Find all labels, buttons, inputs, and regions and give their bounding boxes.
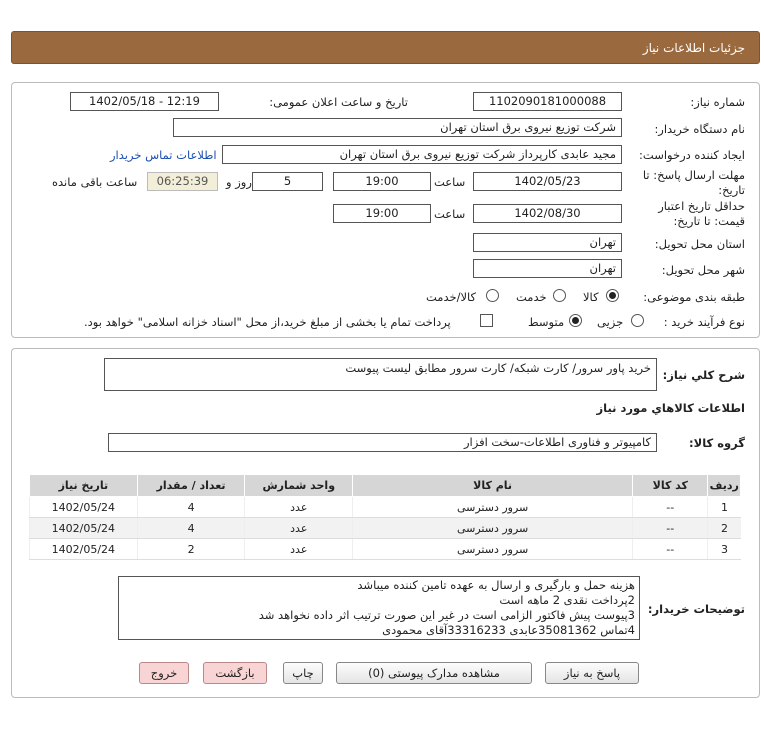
cell-name: سرور دسترسی (353, 518, 633, 539)
province-field: تهران (473, 233, 622, 252)
summary-field: خرید پاور سرور/ کارت شبکه/ کارت سرور مطابق لیست پیوست (104, 358, 657, 391)
deadline-date-field: 1402/05/23 (473, 172, 622, 191)
buyer-note-line: 4تماس 35081362عابدی 33316233آقای محمودی (382, 623, 635, 637)
table-row[interactable] (30, 518, 741, 539)
announce-label: تاریخ و ساعت اعلان عمومی: (269, 95, 408, 109)
table-row[interactable] (30, 497, 741, 518)
province-label: استان محل تحویل: (654, 237, 745, 251)
process-option-medium: متوسط (528, 315, 565, 329)
category-option-goods-service: کالا/خدمت (426, 290, 477, 304)
validity-time-label: ساعت (434, 207, 466, 221)
page-title-bar (11, 31, 760, 64)
process-radio-medium[interactable] (569, 314, 582, 327)
city-field: تهران (473, 259, 622, 278)
treasury-payment-checkbox[interactable] (480, 314, 493, 327)
treasury-payment-note: پرداخت تمام یا بخشی از مبلغ خرید،از محل "اسناد خزانه اسلامی" خواهد بود. (84, 315, 451, 329)
deadline-time-label: ساعت (434, 175, 466, 189)
view-attachments-button[interactable]: مشاهده مدارک پیوستی (0) (336, 662, 532, 684)
buyer-note-line: 2پرداخت نقدی 2 ماهه است (499, 593, 635, 607)
category-option-service: خدمت (516, 290, 547, 304)
process-radio-minor[interactable] (631, 314, 644, 327)
page-title: جزئیات اطلاعات نیاز (642, 41, 745, 55)
process-option-minor: جزیی (597, 315, 624, 329)
city-label: شهر محل تحویل: (661, 263, 745, 277)
goods-group-field: کامپیوتر و فناوری اطلاعات-سخت افزار (108, 433, 657, 452)
cell-date: 1402/05/24 (30, 539, 138, 560)
buyer-notes-label: توضیحات خریدار: (647, 602, 745, 616)
creator-field: مجید عابدی کارپرداز شرکت توزیع نیروی برق استان تهران (222, 145, 622, 164)
cell-row: 3 (708, 539, 741, 560)
buyer-contact-link[interactable]: اطلاعات تماس خریدار (110, 148, 217, 162)
validity-time-field: 19:00 (333, 204, 431, 223)
cell-date: 1402/05/24 (30, 518, 138, 539)
cell-unit: عدد (245, 518, 353, 539)
process-label: نوع فرآیند خرید : (663, 315, 745, 329)
announce-field: 1402/05/18 - 12:19 (70, 92, 219, 111)
cell-name: سرور دسترسی (353, 497, 633, 518)
goods-group-label: گروه کالا: (689, 436, 745, 450)
category-radio-goods[interactable] (606, 289, 619, 302)
validity-date-field: 1402/08/30 (473, 204, 622, 223)
buyer-notes-box (118, 576, 640, 640)
validity-label: حداقل تاریخ اعتبار قیمت: تا تاریخ: (658, 199, 745, 228)
table-row[interactable] (30, 539, 741, 560)
exit-button[interactable]: خروج (139, 662, 189, 684)
buyer-field: شرکت توزیع نیروی برق استان تهران (173, 118, 622, 137)
col-name: نام کالا (353, 475, 633, 497)
col-code: کد کالا (633, 475, 708, 497)
cell-qty: 4 (137, 518, 245, 539)
remaining-label: ساعت باقی مانده (52, 175, 138, 189)
buyer-label: نام دستگاه خریدار: (654, 122, 745, 136)
category-label: طبقه بندی موضوعی: (643, 290, 745, 304)
col-row: ردیف (708, 475, 741, 497)
goods-table-header (30, 475, 741, 497)
col-unit: واحد شمارش (245, 475, 353, 497)
creator-label: ایجاد کننده درخواست: (639, 148, 745, 162)
days-label: روز و (226, 175, 252, 189)
col-date: تاریخ نیاز (30, 475, 138, 497)
cell-qty: 4 (137, 497, 245, 518)
reply-button[interactable]: پاسخ به نیاز (545, 662, 639, 684)
remaining-time-field: 06:25:39 (147, 172, 218, 191)
need-number-field: 1102090181000088 (473, 92, 622, 111)
cell-code: -- (633, 518, 708, 539)
cell-name: سرور دسترسی (353, 539, 633, 560)
cell-date: 1402/05/24 (30, 497, 138, 518)
goods-table (29, 474, 741, 560)
cell-code: -- (633, 497, 708, 518)
deadline-time-field: 19:00 (333, 172, 431, 191)
cell-row: 1 (708, 497, 741, 518)
summary-label: شرح کلي نياز: (662, 368, 745, 382)
category-option-goods: کالا (583, 290, 599, 304)
col-qty: تعداد / مقدار (137, 475, 245, 497)
cell-row: 2 (708, 518, 741, 539)
buyer-note-line: 3پیوست پیش فاکتور الزامی است در غیر این صورت ترتیب اثر داده نخواهد شد (258, 608, 635, 622)
category-radio-goods-service[interactable] (486, 289, 499, 302)
need-number-label: شماره نیاز: (690, 95, 745, 109)
days-field: 5 (252, 172, 323, 191)
cell-code: -- (633, 539, 708, 560)
category-radio-service[interactable] (553, 289, 566, 302)
cell-unit: عدد (245, 497, 353, 518)
goods-info-title: اطلاعات کالاهاي مورد نياز (596, 401, 745, 415)
back-button[interactable]: بازگشت (203, 662, 267, 684)
cell-unit: عدد (245, 539, 353, 560)
deadline-label: مهلت ارسال پاسخ: تا تاریخ: (642, 168, 745, 197)
buyer-note-line: هزینه حمل و بارگیری و ارسال به عهده تامین کننده میباشد (357, 578, 635, 592)
cell-qty: 2 (137, 539, 245, 560)
print-button[interactable]: چاپ (283, 662, 323, 684)
